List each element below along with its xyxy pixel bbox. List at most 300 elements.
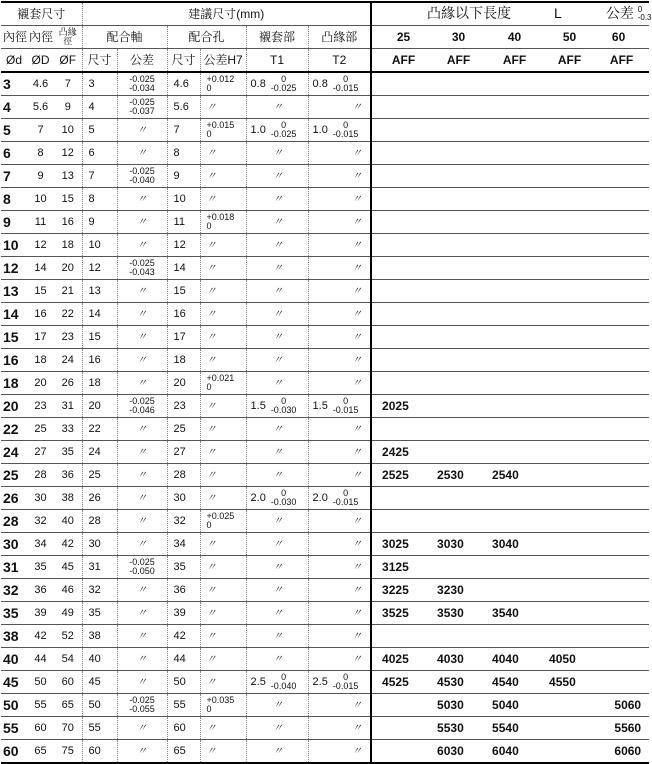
cell-hole-tolerance: 〃	[200, 648, 246, 671]
table-row	[1, 510, 649, 533]
cell-t2: 〃	[308, 579, 371, 602]
cell-part-code-25: 2525	[371, 464, 427, 487]
cell-shaft-tolerance: 〃	[117, 280, 167, 303]
cell-inner-dia-d: 60	[1, 740, 27, 764]
cell-part-code-50	[539, 234, 592, 257]
cell-t2: 〃	[308, 188, 371, 211]
cell-part-code-40	[482, 72, 539, 96]
cell-part-code-60	[592, 257, 649, 280]
cell-inner-dia-d: 9	[1, 211, 27, 234]
header-tolerance-values: 0 -0.3	[637, 5, 652, 23]
cell-part-code-40	[482, 165, 539, 188]
cell-part-code-60: 5060	[592, 694, 649, 717]
cell-part-code-50	[539, 72, 592, 96]
cell-part-code-25	[371, 625, 427, 648]
cell-part-code-30	[427, 326, 482, 349]
cell-t1: 〃	[246, 625, 308, 648]
cell-t1: 〃	[246, 303, 308, 326]
table-row	[1, 395, 649, 418]
cell-hole-tolerance: +0.021 0	[200, 372, 246, 395]
cell-shaft-tolerance: 〃	[117, 648, 167, 671]
cell-shaft-size: 9	[82, 211, 117, 234]
cell-part-code-50	[539, 257, 592, 280]
cell-part-code-40: 5040	[482, 694, 539, 717]
cell-part-code-25: 3125	[371, 556, 427, 579]
cell-part-code-60	[592, 487, 649, 510]
cell-part-code-40: 3540	[482, 602, 539, 625]
cell-part-code-40	[482, 234, 539, 257]
cell-hole-tolerance: 〃	[200, 280, 246, 303]
cell-t2: 〃	[308, 326, 371, 349]
table-row	[1, 441, 649, 464]
cell-part-code-60	[592, 510, 649, 533]
cell-part-code-40	[482, 280, 539, 303]
cell-inner-dia-D: 11	[27, 211, 54, 234]
cell-hole-size: 15	[167, 280, 200, 303]
cell-shaft-tolerance: 〃	[117, 372, 167, 395]
cell-flange-dia-F: 33	[54, 418, 82, 441]
cell-flange-dia-F: 26	[54, 372, 82, 395]
cell-part-code-30	[427, 625, 482, 648]
cell-t1: 〃	[246, 602, 308, 625]
cell-inner-dia-D: 14	[27, 257, 54, 280]
cell-part-code-60	[592, 441, 649, 464]
header-length-40: 40	[482, 26, 539, 49]
cell-part-code-50	[539, 96, 592, 119]
cell-hole-tolerance: 〃	[200, 740, 246, 764]
cell-shaft-size: 18	[82, 372, 117, 395]
cell-inner-dia-d: 3	[1, 72, 27, 96]
header-flange-part: 凸緣部	[308, 26, 371, 49]
cell-part-code-60: 5560	[592, 717, 649, 740]
header-hole-size: 尺寸	[167, 49, 200, 73]
header-aff-40: AFF	[482, 49, 539, 73]
cell-part-code-25: 3525	[371, 602, 427, 625]
cell-t2: 〃	[308, 648, 371, 671]
cell-part-code-30	[427, 556, 482, 579]
cell-inner-dia-D: 8	[27, 142, 54, 165]
cell-shaft-size: 10	[82, 234, 117, 257]
cell-inner-dia-d: 30	[1, 533, 27, 556]
cell-inner-dia-d: 24	[1, 441, 27, 464]
cell-hole-size: 39	[167, 602, 200, 625]
cell-hole-tolerance: 〃	[200, 96, 246, 119]
cell-hole-size: 10	[167, 188, 200, 211]
cell-t1: 〃	[246, 418, 308, 441]
cell-part-code-60	[592, 648, 649, 671]
table-row	[1, 717, 649, 740]
cell-flange-dia-F: 75	[54, 740, 82, 764]
cell-t2: 〃	[308, 556, 371, 579]
cell-part-code-25	[371, 418, 427, 441]
cell-part-code-30: 3230	[427, 579, 482, 602]
cell-part-code-50	[539, 717, 592, 740]
cell-hole-tolerance: 〃	[200, 349, 246, 372]
cell-part-code-30	[427, 372, 482, 395]
cell-part-code-30	[427, 303, 482, 326]
cell-flange-dia-F: 15	[54, 188, 82, 211]
cell-shaft-tolerance: 〃	[117, 211, 167, 234]
cell-part-code-40	[482, 372, 539, 395]
header-shaft: 配合軸	[82, 26, 167, 49]
cell-flange-dia-F: 38	[54, 487, 82, 510]
cell-part-code-50	[539, 188, 592, 211]
cell-part-code-40	[482, 96, 539, 119]
cell-shaft-tolerance: 〃	[117, 602, 167, 625]
cell-part-code-30: 4530	[427, 671, 482, 694]
cell-part-code-50	[539, 418, 592, 441]
cell-hole-size: 23	[167, 395, 200, 418]
cell-hole-size: 65	[167, 740, 200, 764]
cell-t2: 〃	[308, 510, 371, 533]
cell-inner-dia-D: 50	[27, 671, 54, 694]
cell-shaft-tolerance: 〃	[117, 188, 167, 211]
table-row	[1, 349, 649, 372]
header-sym-F: ØF	[54, 49, 82, 73]
cell-part-code-40: 3040	[482, 533, 539, 556]
cell-shaft-tolerance: 〃	[117, 487, 167, 510]
cell-flange-dia-F: 16	[54, 211, 82, 234]
cell-flange-dia-F: 45	[54, 556, 82, 579]
cell-flange-dia-F: 31	[54, 395, 82, 418]
cell-shaft-size: 26	[82, 487, 117, 510]
table-row	[1, 579, 649, 602]
cell-part-code-30	[427, 165, 482, 188]
cell-part-code-25	[371, 257, 427, 280]
cell-shaft-size: 22	[82, 418, 117, 441]
cell-inner-dia-D: 55	[27, 694, 54, 717]
cell-part-code-50	[539, 372, 592, 395]
cell-inner-dia-d: 7	[1, 165, 27, 188]
cell-shaft-size: 7	[82, 165, 117, 188]
cell-part-code-30: 2530	[427, 464, 482, 487]
cell-t1: 〃	[246, 280, 308, 303]
cell-t2: 2.5 0 -0.015	[308, 671, 371, 694]
cell-inner-dia-d: 31	[1, 556, 27, 579]
cell-part-code-50: 4550	[539, 671, 592, 694]
cell-part-code-25	[371, 487, 427, 510]
cell-t1: 1.0 0 -0.025	[246, 119, 308, 142]
cell-t2: 〃	[308, 142, 371, 165]
cell-shaft-tolerance: -0.025 -0.043	[117, 257, 167, 280]
cell-t2: 〃	[308, 349, 371, 372]
cell-flange-dia-F: 7	[54, 72, 82, 96]
cell-shaft-size: 60	[82, 740, 117, 764]
cell-shaft-size: 8	[82, 188, 117, 211]
cell-part-code-30	[427, 211, 482, 234]
cell-part-code-40	[482, 418, 539, 441]
cell-shaft-size: 15	[82, 326, 117, 349]
cell-hole-size: 27	[167, 441, 200, 464]
table-row	[1, 487, 649, 510]
cell-shaft-tolerance: 〃	[117, 717, 167, 740]
cell-shaft-size: 14	[82, 303, 117, 326]
cell-shaft-tolerance: 〃	[117, 326, 167, 349]
cell-part-code-60	[592, 556, 649, 579]
cell-shaft-size: 28	[82, 510, 117, 533]
cell-part-code-60	[592, 142, 649, 165]
header-aff-25: AFF	[371, 49, 427, 73]
cell-part-code-30	[427, 188, 482, 211]
cell-part-code-25	[371, 280, 427, 303]
cell-inner-dia-d: 22	[1, 418, 27, 441]
cell-inner-dia-D: 27	[27, 441, 54, 464]
cell-hole-size: 36	[167, 579, 200, 602]
cell-part-code-25	[371, 188, 427, 211]
cell-inner-dia-d: 20	[1, 395, 27, 418]
header-shaft-size: 尺寸	[82, 49, 117, 73]
table-row	[1, 326, 649, 349]
cell-shaft-tolerance: 〃	[117, 349, 167, 372]
cell-t2: 〃	[308, 533, 371, 556]
cell-inner-dia-D: 10	[27, 188, 54, 211]
cell-part-code-25	[371, 234, 427, 257]
cell-shaft-size: 30	[82, 533, 117, 556]
cell-part-code-40	[482, 349, 539, 372]
cell-part-code-30	[427, 257, 482, 280]
cell-part-code-60: 6060	[592, 740, 649, 764]
cell-part-code-50	[539, 625, 592, 648]
cell-part-code-60	[592, 96, 649, 119]
cell-t1: 〃	[246, 441, 308, 464]
cell-t2: 〃	[308, 602, 371, 625]
cell-flange-dia-F: 24	[54, 349, 82, 372]
cell-shaft-tolerance: 〃	[117, 579, 167, 602]
header-t2: T2	[308, 49, 371, 73]
cell-part-code-30	[427, 142, 482, 165]
cell-t1: 〃	[246, 579, 308, 602]
cell-inner-dia-d: 10	[1, 234, 27, 257]
cell-hole-tolerance: 〃	[200, 579, 246, 602]
cell-inner-dia-D: 60	[27, 717, 54, 740]
cell-inner-dia-D: 34	[27, 533, 54, 556]
cell-hole-size: 20	[167, 372, 200, 395]
cell-t1: 〃	[246, 188, 308, 211]
cell-flange-dia-F: 52	[54, 625, 82, 648]
cell-part-code-40	[482, 303, 539, 326]
cell-t1: 〃	[246, 648, 308, 671]
cell-part-code-50	[539, 395, 592, 418]
cell-inner-dia-d: 16	[1, 349, 27, 372]
cell-inner-dia-D: 20	[27, 372, 54, 395]
table-row	[1, 694, 649, 717]
cell-part-code-25	[371, 372, 427, 395]
cell-hole-tolerance: 〃	[200, 303, 246, 326]
cell-part-code-60	[592, 464, 649, 487]
cell-part-code-30	[427, 280, 482, 303]
cell-t1: 〃	[246, 96, 308, 119]
cell-part-code-60	[592, 188, 649, 211]
cell-part-code-25	[371, 694, 427, 717]
cell-flange-dia-F: 18	[54, 234, 82, 257]
table-row	[1, 671, 649, 694]
table-row	[1, 142, 649, 165]
cell-flange-dia-F: 35	[54, 441, 82, 464]
cell-inner-dia-d: 8	[1, 188, 27, 211]
cell-part-code-50	[539, 533, 592, 556]
cell-t2: 〃	[308, 418, 371, 441]
header-inner-dia: 內徑	[1, 26, 27, 49]
cell-part-code-40	[482, 211, 539, 234]
cell-part-code-50	[539, 280, 592, 303]
cell-hole-size: 16	[167, 303, 200, 326]
cell-part-code-60	[592, 671, 649, 694]
cell-part-code-60	[592, 395, 649, 418]
cell-t2: 〃	[308, 625, 371, 648]
bushing-spec-table	[1, 1, 652, 764]
cell-part-code-30	[427, 96, 482, 119]
cell-t1: 〃	[246, 234, 308, 257]
cell-hole-size: 60	[167, 717, 200, 740]
cell-part-code-30	[427, 349, 482, 372]
cell-shaft-tolerance: 〃	[117, 464, 167, 487]
header-below-flange-length: 凸緣以下長度	[427, 4, 512, 21]
cell-t1: 2.0 0 -0.030	[246, 487, 308, 510]
cell-t1: 〃	[246, 165, 308, 188]
cell-inner-dia-d: 38	[1, 625, 27, 648]
cell-hole-tolerance: 〃	[200, 395, 246, 418]
cell-part-code-60	[592, 72, 649, 96]
cell-part-code-40: 6040	[482, 740, 539, 764]
cell-part-code-30: 3530	[427, 602, 482, 625]
cell-part-code-50	[539, 326, 592, 349]
cell-part-code-25	[371, 717, 427, 740]
cell-flange-dia-F: 12	[54, 142, 82, 165]
cell-shaft-tolerance: -0.025 -0.040	[117, 165, 167, 188]
cell-t2: 〃	[308, 717, 371, 740]
cell-t1: 〃	[246, 533, 308, 556]
cell-part-code-25	[371, 72, 427, 96]
cell-t2: 1.0 0 -0.015	[308, 119, 371, 142]
cell-t1: 〃	[246, 326, 308, 349]
header-inner-dia-D: 內徑	[27, 26, 54, 49]
cell-flange-dia-F: 22	[54, 303, 82, 326]
cell-shaft-tolerance: 〃	[117, 625, 167, 648]
cell-hole-tolerance: +0.025 0	[200, 510, 246, 533]
cell-part-code-50	[539, 441, 592, 464]
cell-hole-size: 28	[167, 464, 200, 487]
cell-shaft-tolerance: -0.025 -0.046	[117, 395, 167, 418]
cell-shaft-size: 20	[82, 395, 117, 418]
header-length-25: 25	[371, 26, 427, 49]
cell-flange-dia-F: 70	[54, 717, 82, 740]
cell-part-code-40	[482, 326, 539, 349]
cell-part-code-25: 4525	[371, 671, 427, 694]
cell-shaft-tolerance: 〃	[117, 303, 167, 326]
header-length-30: 30	[427, 26, 482, 49]
cell-inner-dia-d: 28	[1, 510, 27, 533]
cell-hole-size: 42	[167, 625, 200, 648]
header-recommended-size: 建議尺寸(mm)	[82, 2, 371, 26]
cell-shaft-tolerance: 〃	[117, 142, 167, 165]
table-row	[1, 648, 649, 671]
cell-inner-dia-d: 6	[1, 142, 27, 165]
cell-hole-size: 4.6	[167, 72, 200, 96]
cell-part-code-60	[592, 625, 649, 648]
cell-shaft-tolerance: 〃	[117, 671, 167, 694]
header-sym-d: Ød	[1, 49, 27, 73]
cell-part-code-50	[539, 510, 592, 533]
cell-inner-dia-D: 25	[27, 418, 54, 441]
cell-part-code-50	[539, 487, 592, 510]
cell-shaft-size: 5	[82, 119, 117, 142]
cell-part-code-50	[539, 464, 592, 487]
cell-inner-dia-d: 14	[1, 303, 27, 326]
table-row	[1, 119, 649, 142]
cell-t2: 〃	[308, 234, 371, 257]
cell-inner-dia-D: 44	[27, 648, 54, 671]
table-row	[1, 418, 649, 441]
cell-shaft-size: 25	[82, 464, 117, 487]
cell-part-code-40	[482, 142, 539, 165]
cell-hole-size: 11	[167, 211, 200, 234]
cell-part-code-40: 4540	[482, 671, 539, 694]
cell-shaft-tolerance: -0.025 -0.050	[117, 556, 167, 579]
cell-part-code-30: 6030	[427, 740, 482, 764]
cell-part-code-25	[371, 510, 427, 533]
table-row	[1, 211, 649, 234]
cell-inner-dia-D: 15	[27, 280, 54, 303]
cell-part-code-25	[371, 303, 427, 326]
cell-t1: 0.8 0 -0.025	[246, 72, 308, 96]
cell-inner-dia-D: 12	[27, 234, 54, 257]
cell-inner-dia-d: 4	[1, 96, 27, 119]
cell-flange-dia-F: 40	[54, 510, 82, 533]
table-row	[1, 625, 649, 648]
table-row	[1, 257, 649, 280]
cell-part-code-40	[482, 556, 539, 579]
cell-t1: 〃	[246, 349, 308, 372]
table-row	[1, 303, 649, 326]
cell-hole-tolerance: 〃	[200, 717, 246, 740]
cell-hole-size: 12	[167, 234, 200, 257]
cell-t2: 〃	[308, 740, 371, 764]
cell-part-code-30	[427, 441, 482, 464]
table-row	[1, 740, 649, 764]
cell-t2: 〃	[308, 165, 371, 188]
cell-part-code-50	[539, 303, 592, 326]
cell-t2: 〃	[308, 211, 371, 234]
cell-shaft-size: 16	[82, 349, 117, 372]
cell-hole-tolerance: 〃	[200, 326, 246, 349]
header-aff-60: AFF	[592, 49, 649, 73]
cell-part-code-50	[539, 579, 592, 602]
cell-hole-size: 35	[167, 556, 200, 579]
cell-hole-tolerance: 〃	[200, 234, 246, 257]
cell-flange-dia-F: 65	[54, 694, 82, 717]
cell-part-code-60	[592, 349, 649, 372]
cell-part-code-25: 3025	[371, 533, 427, 556]
cell-inner-dia-d: 45	[1, 671, 27, 694]
cell-hole-size: 18	[167, 349, 200, 372]
cell-t2: 〃	[308, 303, 371, 326]
cell-part-code-25	[371, 142, 427, 165]
cell-inner-dia-D: 28	[27, 464, 54, 487]
cell-inner-dia-D: 65	[27, 740, 54, 764]
cell-hole-size: 44	[167, 648, 200, 671]
cell-part-code-25	[371, 326, 427, 349]
cell-inner-dia-D: 42	[27, 625, 54, 648]
cell-part-code-30	[427, 72, 482, 96]
cell-part-code-50	[539, 694, 592, 717]
cell-shaft-tolerance: 〃	[117, 418, 167, 441]
cell-flange-dia-F: 21	[54, 280, 82, 303]
cell-part-code-25	[371, 96, 427, 119]
cell-part-code-60	[592, 326, 649, 349]
cell-part-code-25: 4025	[371, 648, 427, 671]
cell-part-code-60	[592, 234, 649, 257]
cell-part-code-60	[592, 280, 649, 303]
